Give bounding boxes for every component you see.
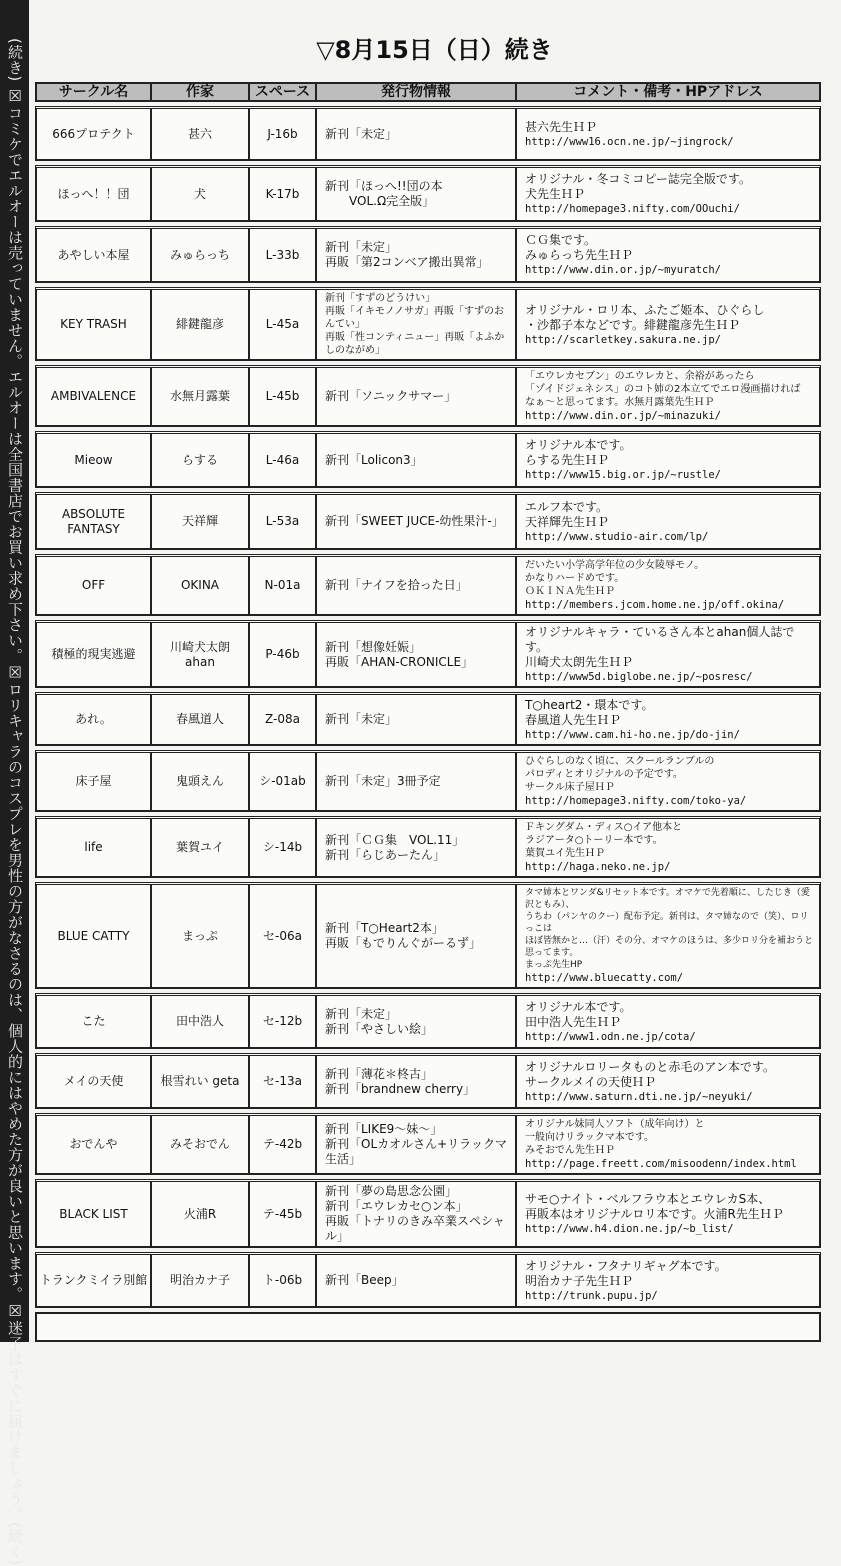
author-cell [152,290,250,359]
comment-line: オリジナルロリータものと赤毛のアン本です。 [525,1059,775,1074]
table-row [35,106,821,161]
space-cell [250,885,317,987]
author-cell [152,1255,250,1306]
space-cell [250,753,317,810]
space-cell [250,368,317,425]
table-row [35,1053,821,1109]
circle-name: メイの天使 [63,1074,124,1088]
author-name: 鬼頭えん [175,774,224,788]
circle-cell [37,1255,152,1306]
comment-cell [517,996,819,1047]
author-cell [152,168,250,220]
author-name: みそおでん [170,1137,230,1151]
publication-line: 新刊「OLカオルさん+リラックマ生活」 [325,1137,507,1166]
comment-cell [517,695,819,744]
space-code: テ-45b [262,1206,303,1221]
comment-line: かなりハードめです。 [525,573,625,584]
author-name: らする [181,452,218,467]
circle-cell [37,623,152,686]
publication-line: 新刊「未定」 [325,240,398,254]
publication-line: 新刊「ＣＧ集 VOL.11」 [325,832,465,847]
author-name: 緋鍵龍彦 [175,317,224,331]
homepage-link[interactable]: http://www1.odn.ne.jp/cota/ [525,1030,696,1043]
comment-line: らする先生ＨＰ [525,453,610,467]
comment-cell [517,819,819,876]
author-cell [152,1182,250,1246]
homepage-link[interactable]: http://www15.big.or.jp/~rustle/ [525,469,721,481]
comment-cell [517,1056,819,1107]
comment-cell [517,229,819,281]
comment-line: オリジナル本です。 [525,999,632,1014]
publication-line: 新刊「ほっへ!!団の本 [325,179,443,193]
author-name: 田中浩人 [175,1014,224,1028]
publication-cell [317,557,517,614]
space-code: J-16b [267,126,298,141]
author-cell [152,819,250,876]
comment-line: 「エウレカセブン」のエウレカと、余裕があったら [525,371,755,382]
space-code: K-17b [265,186,300,201]
homepage-link[interactable]: http://homepage3.nifty.com/OOuchi/ [525,203,740,215]
comment-cell [517,495,819,548]
table-row [35,165,821,222]
publication-cell [317,1255,517,1306]
author-cell [152,368,250,425]
publication-line: 再販「もでりんぐがーるず」 [325,936,482,950]
header-author: 作家 [152,84,250,100]
comment-cell [517,1182,819,1246]
space-cell [250,996,317,1047]
author-name: 甚六 [187,126,212,141]
circle-name: AMBIVALENCE [50,389,137,403]
circle-name: 床子屋 [75,774,112,788]
comment-line: ラジアータ○トーリー本です。 [525,835,663,846]
circle-cell [37,557,152,614]
header-circle: サークル名 [37,84,152,100]
comment-cell [517,623,819,686]
comment-line: 甚六先生ＨＰ [525,119,598,134]
circle-name: ABSOLUTE FANTASY [61,506,126,536]
publication-cell [317,434,517,486]
circle-cell [37,753,152,810]
publication-line: 再販「第2コンベア搬出異常」 [325,255,489,269]
author-cell [152,557,250,614]
comment-line: 春風道人先生ＨＰ [525,712,622,727]
circle-cell [37,368,152,425]
space-cell [250,819,317,876]
publication-line: 新刊「やさしい絵」 [325,1021,434,1036]
author-name: みゅらっち [169,247,230,262]
homepage-link[interactable]: http://www16.ocn.ne.jp/~jingrock/ [525,135,734,148]
comment-line: サークル床子屋ＨＰ [525,782,615,793]
homepage-link[interactable]: http://www.h4.dion.ne.jp/~b_list/ [525,1223,734,1235]
publication-cell [317,290,517,359]
publication-cell [317,695,517,744]
space-cell [250,495,317,548]
publication-line: 再販「AHAN-CRONICLE」 [325,654,474,669]
space-cell [250,290,317,359]
space-code: セ-06a [263,928,302,943]
homepage-link[interactable]: http://homepage3.nifty.com/toko-ya/ [525,795,747,807]
circle-cell [37,495,152,548]
author-name: まっぷ [181,928,218,943]
publication-cell [317,168,517,220]
circle-table [35,0,821,1342]
publication-line: 新刊「ソニックサマー」 [325,389,457,403]
space-cell [250,434,317,486]
circle-name: Mieow [74,452,113,467]
space-code: L-53a [265,514,300,528]
comment-line: T○heart2・環本です。 [525,697,654,712]
comment-line: ＣＧ集です。 [525,233,597,247]
homepage-link[interactable]: http://www.din.or.jp/~myuratch/ [525,264,721,276]
space-code: セ-12b [262,1014,303,1028]
space-code: P-46b [265,647,300,661]
homepage-link[interactable]: http://www.studio-air.com/lp/ [525,530,709,543]
publication-line: 新刊「LIKE9～妹～」 [325,1122,443,1136]
next-row-partial [35,1312,821,1342]
homepage-link[interactable]: http://www5d.biglobe.ne.jp/~posresc/ [525,671,753,683]
comment-line: パロディとオリジナルの予定です。 [525,769,683,780]
space-cell [250,1182,317,1246]
comment-line: オリジナル妹同人ソフト（成年向け）と [525,1119,705,1130]
comment-line: オリジナル・冬コミコピー誌完全版です。 [525,172,751,186]
publication-line: 新刊「らじあーたん」 [325,847,446,862]
space-code: テ-42b [262,1137,303,1151]
circle-cell [37,434,152,486]
space-code: シ-01ab [259,774,306,788]
publication-line: 新刊「エウレカセ○ン本」 [325,1199,468,1213]
comment-line: 明治カナ子先生ＨＰ [525,1273,634,1288]
space-cell [250,1056,317,1107]
circle-name: life [84,840,103,854]
table-row [35,816,821,878]
comment-cell [517,885,819,987]
circle-name: BLACK LIST [59,1206,128,1221]
publication-cell [317,996,517,1047]
author-name: 明治カナ子 [169,1273,230,1287]
publication-line: 新刊「すずのどうけい」 [325,293,436,304]
publication-line: 新刊「Beep」 [325,1273,404,1287]
page-title: ▽8月15日（日）続き [316,36,553,64]
circle-name: 666プロテクト [52,126,135,141]
homepage-link[interactable]: http://scarletkey.sakura.ne.jp/ [525,333,721,346]
comment-cell [517,1116,819,1173]
circle-name: あやしい本屋 [57,247,130,262]
author-name: 葉賀ユイ [175,840,224,854]
space-code: L-33b [265,247,300,262]
publication-line: VOL.Ω完全版」 [325,194,435,208]
publication-line: 再販「性コンティニュー」再販「よふかしのながめ」 [325,332,505,356]
publication-cell [317,229,517,281]
comment-line: オリジナル・フタナリギャグ本です。 [525,1258,727,1273]
table-row [35,492,821,550]
homepage-link[interactable]: http://www.saturn.dti.ne.jp/~neyuki/ [525,1090,753,1103]
publication-cell [317,495,517,548]
space-cell [250,229,317,281]
circle-name: こた [81,1014,106,1028]
table-row [35,554,821,616]
comment-line: 再販本はオリジナルロリ本です。火浦R先生ＨＰ [525,1207,784,1221]
circle-cell [37,695,152,744]
table-row [35,750,821,812]
comment-line: 犬先生ＨＰ [525,187,586,201]
circle-cell [37,1182,152,1246]
comment-cell [517,109,819,159]
comment-line: 田中浩人先生ＨＰ [525,1014,622,1029]
homepage-link[interactable]: http://page.freett.com/misoodenn/index.html [525,1158,797,1170]
space-cell [250,1255,317,1306]
comment-line: だいたい小学高学年位の少女陵辱モノ。 [525,560,705,571]
author-name: 春風道人 [175,712,224,726]
author-name: 川崎犬太朗 ahan [169,639,230,669]
homepage-link[interactable]: http://www.cam.hi-ho.ne.jp/do-jin/ [525,728,740,741]
publication-line: 新刊「薄花＊柊古」 [325,1066,434,1081]
table-row [35,365,821,427]
table-row [35,1113,821,1175]
comment-line: みそおでん先生ＨＰ [525,1145,615,1156]
comment-cell [517,368,819,425]
comment-cell [517,1255,819,1306]
author-name: OKINA [180,578,220,592]
publication-line: 再販「イキモノノサガ」再販「すずのおんてい」 [325,306,504,330]
publication-cell [317,1056,517,1107]
author-cell [152,434,250,486]
sidebar-notes: (続き) ☒コミケでエルオーは売っていません。エルオーは全国書店でお買い求め下さい。☒ロリキャラのコスプレを男性の方がなさるのは、個人的にはやめた方が良いと思います。☒迷子はすぐに届けましょう。(続く) [0,0,29,1342]
author-cell [152,1116,250,1173]
author-cell [152,695,250,744]
space-cell [250,168,317,220]
circle-cell [37,819,152,876]
publication-line: 新刊「T○Heart2本」 [325,921,444,935]
table-row [35,431,821,488]
publication-cell [317,885,517,987]
circle-name: BLUE CATTY [57,928,130,943]
space-code: シ-14b [262,840,303,854]
publication-cell [317,1182,517,1246]
homepage-link[interactable]: http://www.bluecatty.com/ [525,972,684,984]
author-cell [152,623,250,686]
space-cell [250,695,317,744]
comment-line: まっぷ先生HP [525,960,583,970]
space-cell [250,1116,317,1173]
publication-line: 新刊「未定」 [325,712,398,726]
homepage-link[interactable]: http://trunk.pupu.jp/ [525,1289,658,1302]
circle-name: あれ。 [75,712,112,726]
circle-cell [37,996,152,1047]
circle-cell [37,1116,152,1173]
publication-line: 新刊「想像妊娠」 [325,639,422,654]
space-code: セ-13a [263,1074,302,1088]
header-publication: 発行物情報 [317,84,517,100]
space-code: Z-08a [265,712,300,726]
comment-line: 天祥輝先生ＨＰ [525,514,610,529]
publication-cell [317,368,517,425]
table-row [35,1179,821,1248]
circle-name: OFF [81,578,106,592]
circle-cell [37,168,152,220]
author-cell [152,109,250,159]
comment-line: オリジナルキャラ・ているさん本とahan個人誌です。 [525,625,795,654]
comment-line: Ｆキングダム・ディス○イア他本と [525,822,683,833]
author-name: 根雪れい geta [160,1074,240,1088]
circle-cell [37,290,152,359]
table-row [35,993,821,1049]
comment-line: なぁ～と思ってます。水無月露葉先生ＨＰ [525,397,715,408]
space-code: L-45b [265,389,300,403]
comment-line: 葉賀ユイ先生ＨＰ [525,848,605,859]
table-row [35,226,821,283]
circle-cell [37,109,152,159]
comment-line: サークルメイの天使ＨＰ [525,1074,657,1089]
comment-cell [517,753,819,810]
publication-cell [317,753,517,810]
circle-cell [37,885,152,987]
table-row [35,620,821,688]
space-code: ト-06b [262,1273,303,1287]
comment-line: ・沙都子本などです。緋鍵龍彦先生ＨＰ [525,317,741,332]
space-cell [250,109,317,159]
space-code: L-45a [265,317,300,331]
comment-line: タマ姉本とワンダ&リセット本です。オマケで先着順に、したじき（愛沢ともみ）、 [525,888,810,910]
publication-line: 新刊「brandnew cherry」 [325,1081,476,1096]
publication-line: 新刊「未定」 [325,1006,398,1021]
author-cell [152,229,250,281]
comment-line: エルフ本です。 [525,499,609,514]
publication-line: 新刊「Lolicon3」 [325,452,423,467]
publication-cell [317,623,517,686]
comment-line: ひぐらしのなく頃に、スクールランブルの [525,756,715,767]
table-row [35,1252,821,1308]
circle-name: KEY TRASH [60,317,127,331]
space-cell [250,623,317,686]
circle-name: 積極的現実逃避 [51,647,136,661]
circle-cell [37,229,152,281]
comment-line: 一般向けリラックマ本です。 [525,1132,654,1143]
comment-cell [517,290,819,359]
comment-line: 「ゾイドジェネシス」のコト姉の2本立てでエロ漫画描ければ [525,384,801,395]
publication-cell [317,819,517,876]
author-name: 火浦R [183,1206,217,1221]
author-cell [152,495,250,548]
publication-cell [317,1116,517,1173]
publication-cell [317,109,517,159]
author-cell [152,996,250,1047]
homepage-link[interactable]: http://haga.neko.ne.jp/ [525,861,671,873]
circle-name: おでんや [69,1137,118,1151]
circle-name: ほっへ！！団 [57,186,130,201]
circle-cell [37,1056,152,1107]
comment-line: オリジナル・ロリ本、ふたご姫本、ひぐらし [525,302,765,317]
comment-cell [517,434,819,486]
header-comment: コメント・備考・HPアドレス [573,84,763,100]
comment-line: 川崎犬太朗先生ＨＰ [525,655,634,669]
author-name: 天祥輝 [181,514,218,528]
comment-cell [517,168,819,220]
table-header [35,82,821,102]
comment-line: サモ○ナイト・ベルフラウ本とエウレカS本、 [525,1192,771,1206]
comment-line: うちわ（パンヤのクー）配布予定。新刊は、タマ姉なので（笑）、ロリっこは [525,912,809,934]
table-row [35,287,821,361]
author-cell [152,885,250,987]
publication-line: 再販「トナリのきみ卒業スペシャル」 [325,1214,505,1243]
author-cell [152,753,250,810]
header-space: スペース [250,84,317,100]
publication-line: 新刊「夢の島思念公園」 [325,1184,458,1198]
comment-line: オリジナル本です。 [525,438,632,452]
comment-cell [517,557,819,614]
homepage-link[interactable]: http://members.jcom.home.ne.jp/off.okina/ [525,599,785,611]
publication-line: 新刊「未定」3冊予定 [325,774,441,788]
space-code: N-01a [264,578,301,592]
comment-line: みゅらっち先生ＨＰ [525,248,634,262]
space-cell [250,557,317,614]
space-code: L-46a [265,452,300,467]
homepage-link[interactable]: http://www.din.or.jp/~minazuki/ [525,410,721,422]
circle-name: トランクミイラ別館 [39,1273,148,1287]
author-name: 犬 [193,186,206,201]
publication-line: 新刊「ナイフを拾った日」 [325,578,468,592]
author-cell [152,1056,250,1107]
author-name: 水無月露葉 [169,389,230,403]
table-row [35,882,821,989]
publication-line: 新刊「未定」 [325,126,398,141]
comment-line: ＯＫＩＮＡ先生ＨＰ [525,586,615,597]
publication-line: 新刊「SWEET JUCE-幼性果汁-」 [325,514,504,528]
table-row [35,692,821,746]
comment-line: ほぼ皆無かと…（汗）その分、オマケのほうは、多少ロリ分を補おうと思ってます。 [525,936,814,958]
